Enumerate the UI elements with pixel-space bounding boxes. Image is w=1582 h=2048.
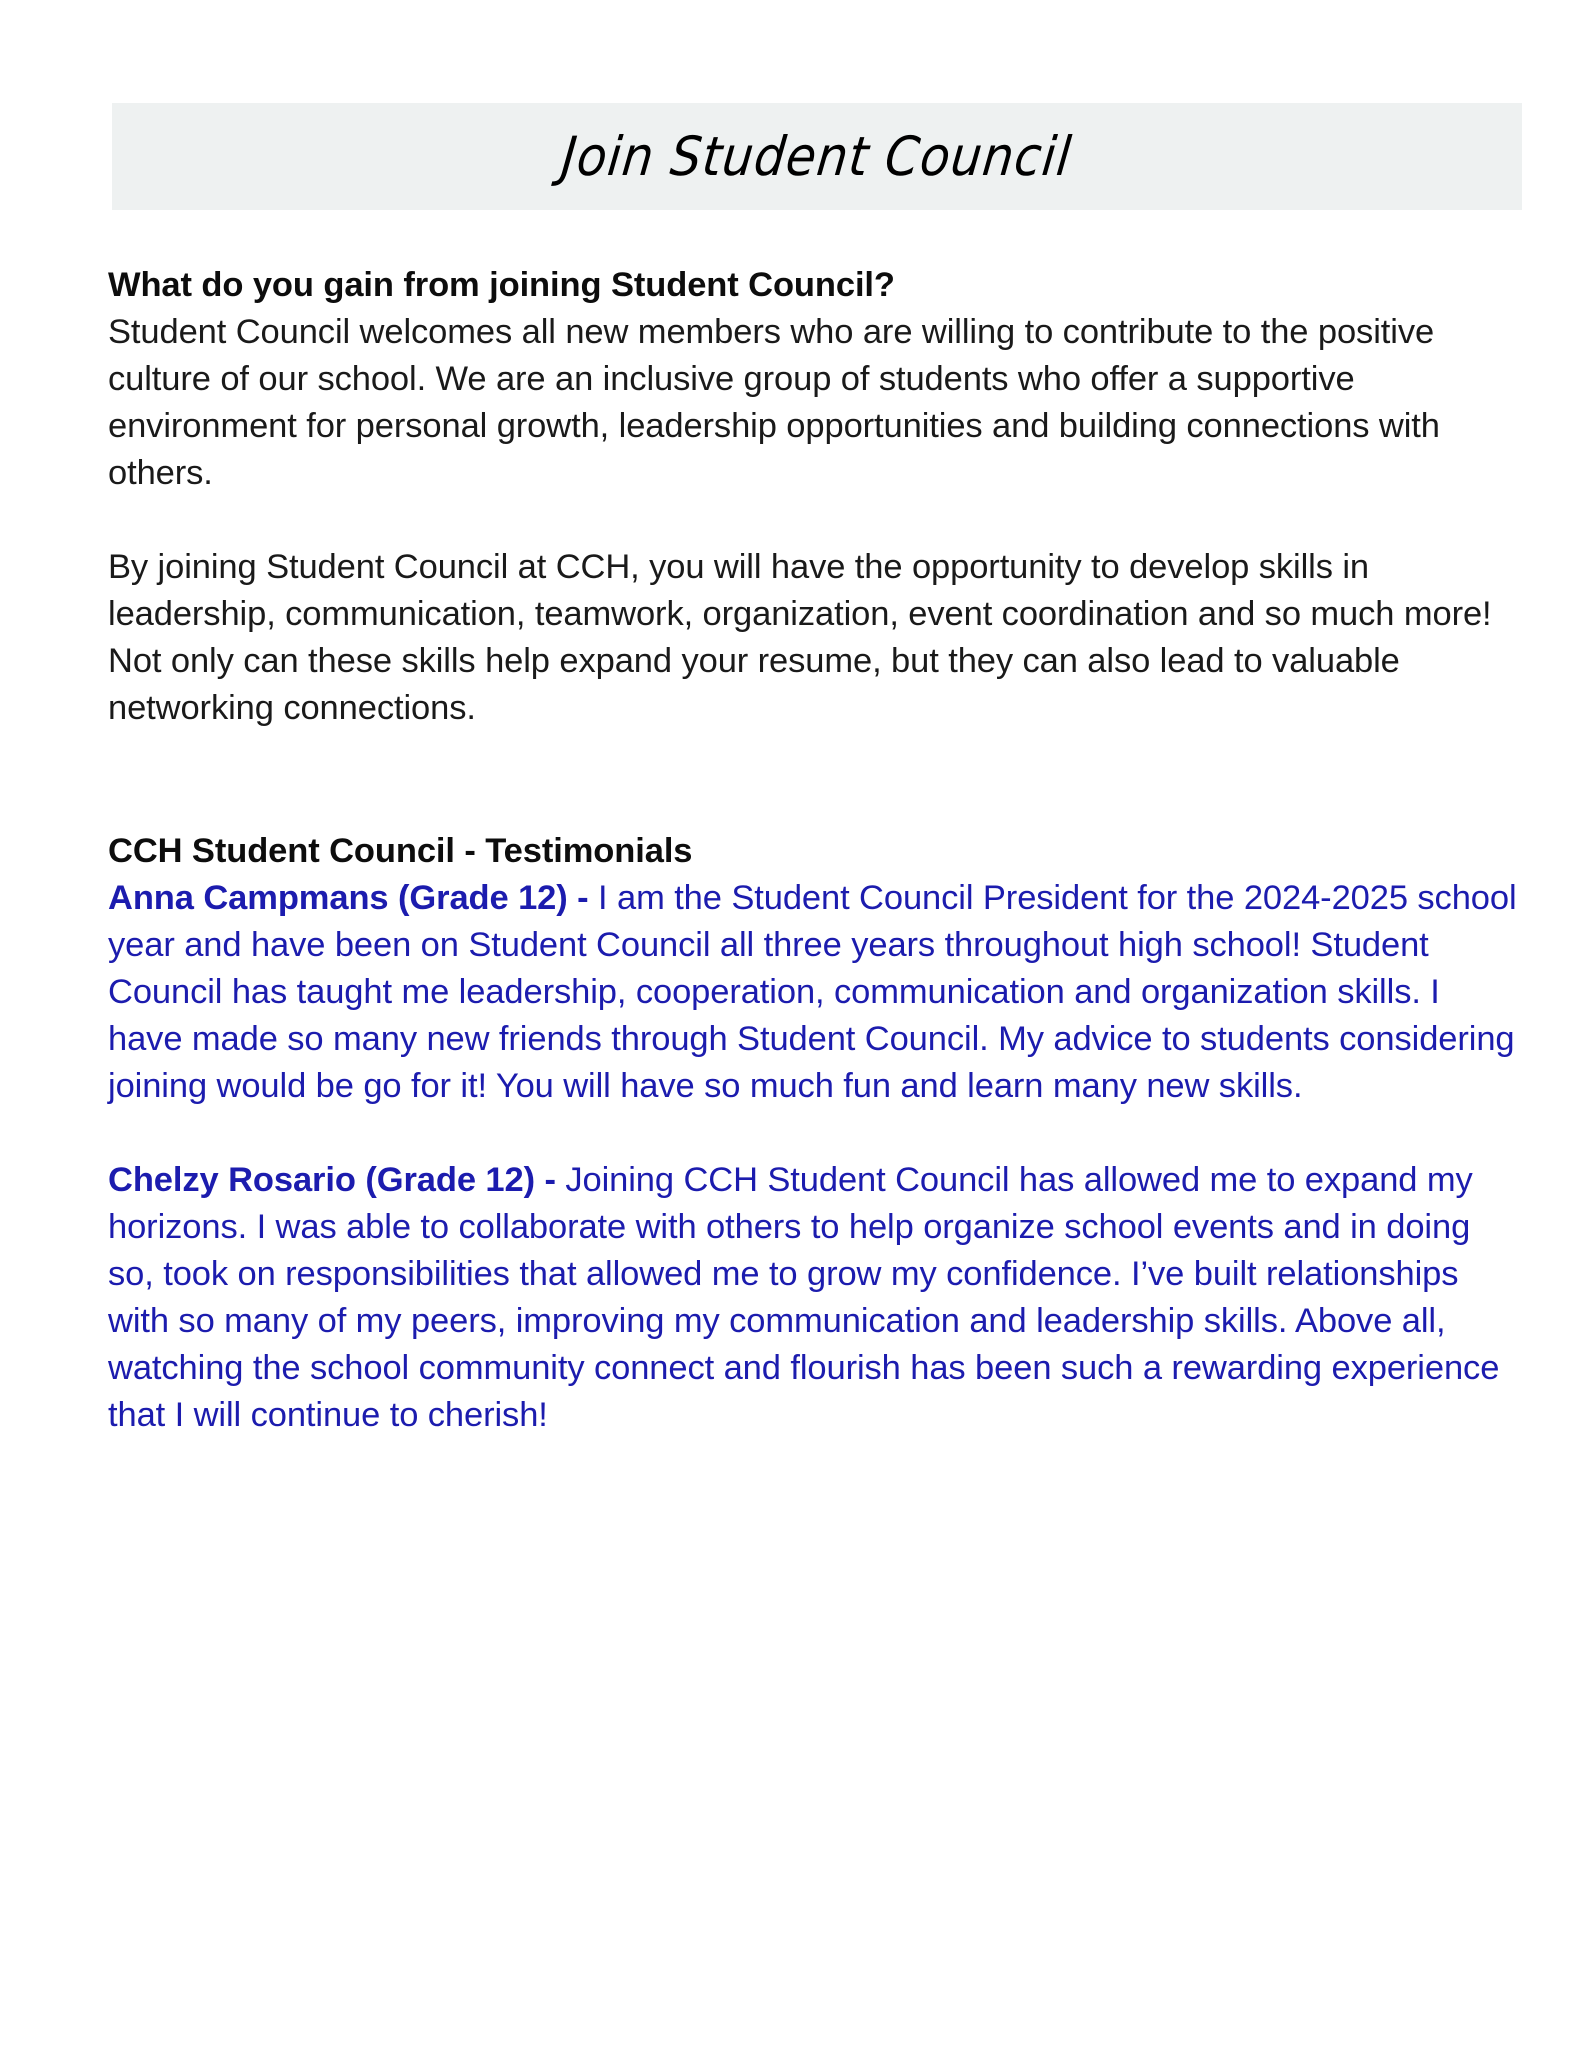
testimonial-text: I am the Student Council President for the 2024-2025 school year and have been on Student Council all three years throughout high school! Student Council has taught me leadership, cooperation, communication and organization skills. I have made so many new friends through Student Council. My advice to students considering joining would be go for it! You will have so much fun and learn many new skills. — [108, 879, 1517, 1105]
testimonial-item — [108, 875, 1523, 1110]
testimonial-author-name: Anna Campmans (Grade 12) — [108, 879, 568, 917]
testimonial-item — [108, 1157, 1523, 1439]
testimonial-text: Joining CCH Student Council has allowed me to expand my horizons. I was able to collaborate with others to help organize school events and in doing so, took on responsibilities that allowed me to grow my confidence. I’ve built relationships with so many of my peers, improving my communication and leadership skills. Above all, watching the school community connect and flourish has been such a rewarding experience that I will continue to cherish! — [108, 1161, 1500, 1434]
gain-section-heading: What do you gain from joining Student Council? — [108, 266, 895, 304]
testimonials-heading: CCH Student Council - Testimonials — [108, 832, 693, 870]
page-title: Join Student Council — [559, 124, 1076, 188]
testimonial-separator: - — [567, 879, 599, 917]
page-header-band — [112, 103, 1522, 210]
testimonial-spacer — [108, 1110, 1523, 1157]
testimonial-author-name: Chelzy Rosario (Grade 12) — [108, 1161, 535, 1199]
gain-paragraph-2: By joining Student Council at CCH, you will have the opportunity to develop skills in leadership, communication, teamwork, organization, event coordination and so much more! Not only can these skills help expand your resume, but they can also lead to valuable networking connections. — [108, 548, 1492, 727]
section-spacer — [108, 732, 1523, 828]
paragraph-spacer — [108, 497, 1523, 544]
testimonial-separator: - — [534, 1161, 566, 1199]
document-body — [108, 262, 1523, 1439]
gain-paragraph-1: Student Council welcomes all new members who are willing to contribute to the positive culture of our school. We are an inclusive group of students who offer a supportive environment for personal growth, leadership opportunities and building connections with others. — [108, 313, 1440, 492]
